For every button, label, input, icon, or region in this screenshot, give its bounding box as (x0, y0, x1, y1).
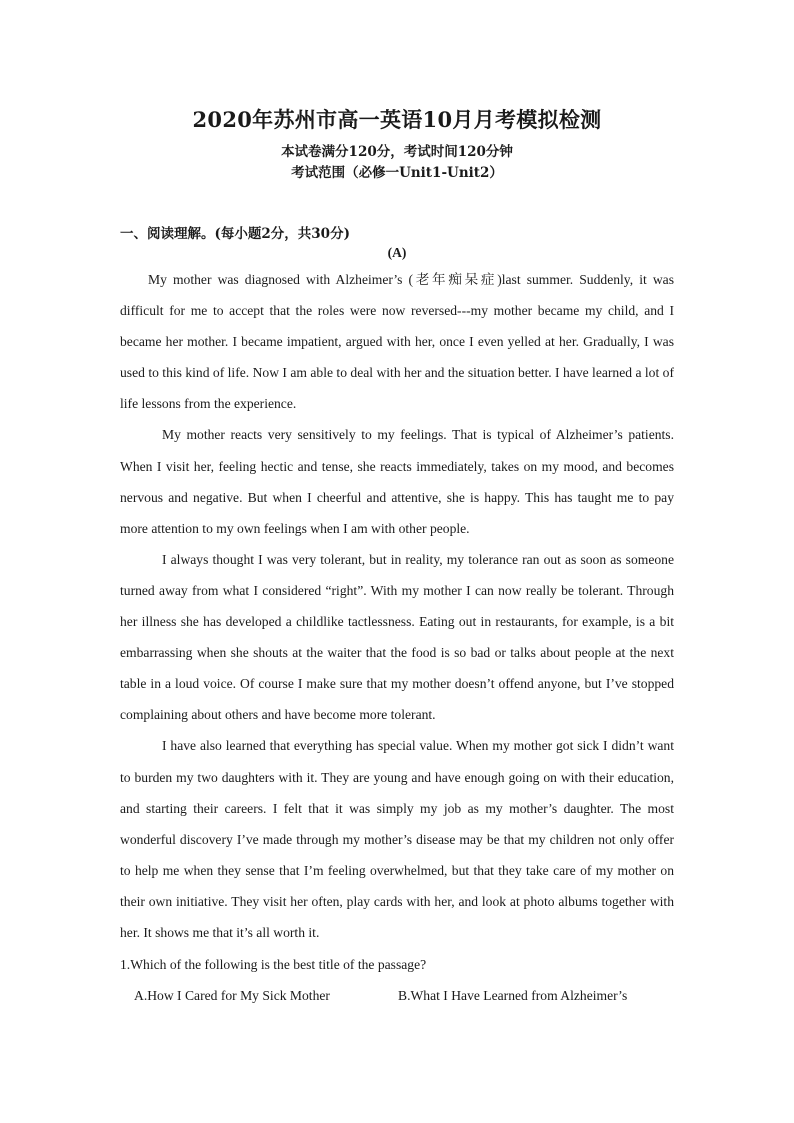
passage-paragraph-4: I have also learned that everything has special value. When my mother got sick I didn’t want to burden my two daughters with it. They are young and have enough going on with their education, and starting their careers. I felt that it was simply my job as my mother’s daughter. The most wonderful discovery I’ve made through my mother’s disease may be that my children not only offer to help me when they sense that I’m feeling overwhelmed, but that they take care of my mother on their own initiative. They visit her often, play cards with her, and look at photo albums together with her. It shows me that it’s all worth it. (120, 738, 674, 940)
section-heading-reading: 一、阅读理解。(每小题2分，共30分) (120, 226, 350, 242)
passage-paragraph-1: My mother was diagnosed with Alzheimer’s (老年痴呆症)last summer. Suddenly, it was difficult for me to accept that the roles were now reversed---my mother became my child, and I became her mother. I became impatient, argued with her, once I even yelled at her. Gradually, I was used to this kind of life. Now I am able to deal with her and the situation better. I have learned a lot of life lessons from the experience. (120, 272, 674, 412)
page-title: 2020年苏州市高一英语10月月考模拟检测 (192, 107, 602, 132)
question-1-option-a: A.How I Cared for My Sick Mother (134, 988, 330, 1003)
exam-scope-info: 考试范围（必修一Unit1-Unit2） (291, 165, 503, 181)
question-1-stem: 1.Which of the following is the best title of the passage? (120, 957, 427, 972)
passage-label: (A) (387, 245, 407, 260)
reading-passage (120, 264, 674, 948)
passage-paragraph-2: My mother reacts very sensitively to my feelings. That is typical of Alzheimer’s patients. When I visit her, feeling hectic and tense, she reacts immediately, takes on my mood, and becomes nervous and negative. But when I cheerful and attentive, she is happy. This has taught me to pay more attention to my own feelings when I am with other people. (120, 427, 674, 536)
passage-paragraph-3: I always thought I was very tolerant, but in reality, my tolerance ran out as soon as someone turned away from what I considered “right”. With my mother I can now really be tolerant. Through her illness she has developed a childlike tactlessness. Eating out in restaurants, for example, is a bit embarrassing when she shouts at the waiter that the food is so bad or talks about people at the next table in a loud voice. Of course I make sure that my mother doesn’t offend anyone, but I’ve stopped complaining about others and have become more tolerant. (120, 551, 674, 723)
exam-score-info: 本试卷满分120分，考试时间120分钟 (281, 144, 513, 160)
question-1-option-b: B.What I Have Learned from Alzheimer’s (398, 988, 628, 1003)
